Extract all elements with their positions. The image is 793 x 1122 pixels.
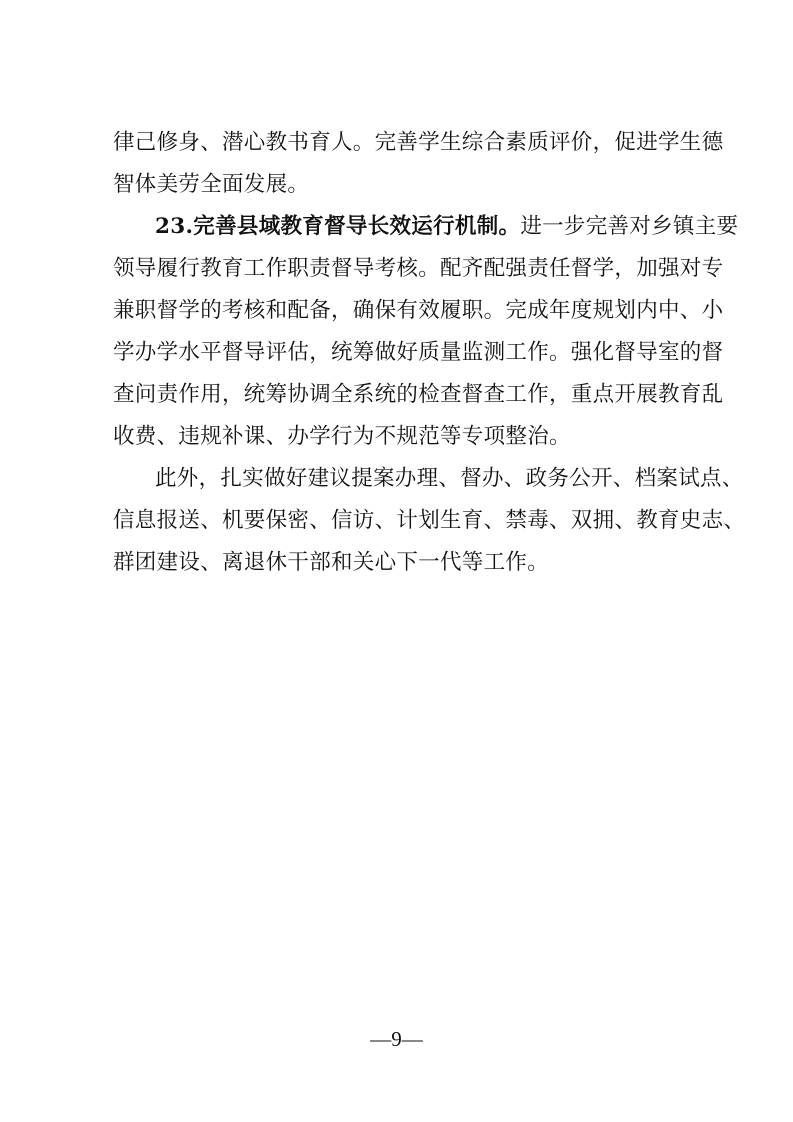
body-text-line: 律己修身、潜心教书育人。完善学生综合素质评价，促进学生德	[113, 130, 724, 155]
section-23-intro: 进一步完善对乡镇主要	[520, 214, 739, 239]
additional-paragraph-first-line: 此外，扎实做好建议提案办理、督办、政务公开、档案试点、	[155, 466, 744, 491]
body-text-line: 学办学水平督导评估，统筹做好质量监测工作。强化督导室的督	[113, 340, 724, 365]
body-text-line: 收费、违规补课、办学行为不规范等专项整治。	[113, 424, 571, 449]
body-text-line: 信息报送、机要保密、信访、计划生育、禁毒、双拥、教育史志、	[113, 508, 746, 533]
body-text-line: 智体美劳全面发展。	[113, 172, 310, 197]
body-text-line: 群团建设、离退休干部和关心下一代等工作。	[113, 550, 550, 575]
body-text-line: 查问责作用，统筹协调全系统的检查督查工作，重点开展教育乱	[113, 382, 724, 407]
body-text-line: 领导履行教育工作职责督导考核。配齐配强责任督学，加强对专	[113, 256, 724, 281]
section-23-first-line	[155, 214, 738, 240]
section-23-heading: 23.完善县域教育督导长效运行机制。	[155, 214, 521, 239]
page-number: —9—	[370, 1027, 423, 1051]
body-text-line: 兼职督学的考核和配备，确保有效履职。完成年度规划内中、小	[113, 298, 724, 323]
